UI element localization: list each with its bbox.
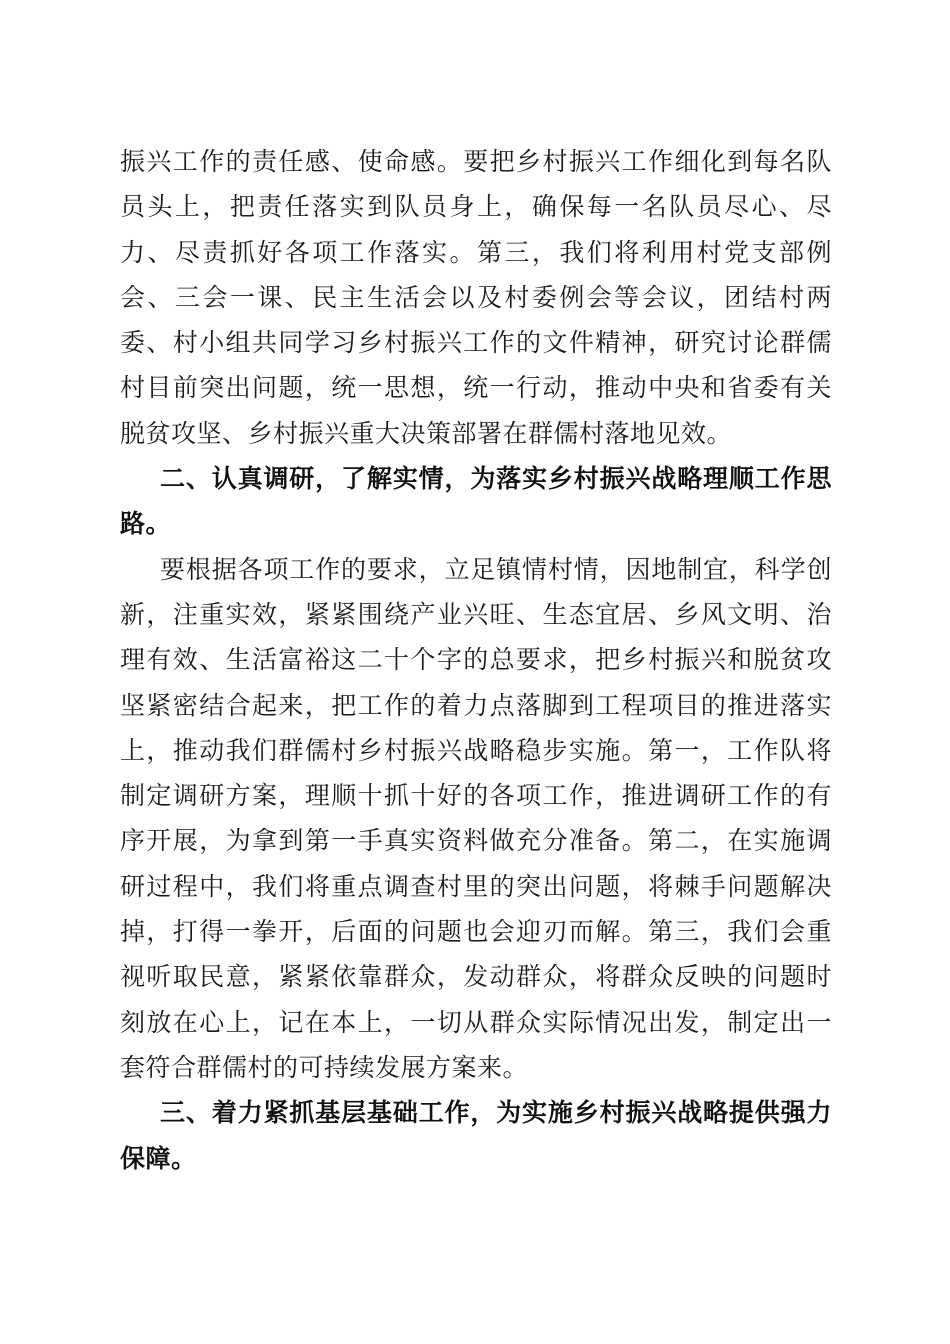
section-heading-3: 三、着力紧抓基层基础工作，为实施乡村振兴战略提供强力保障。 xyxy=(120,1098,832,1173)
body-paragraph-2: 要根据各项工作的要求，立足镇情村情，因地制宜，科学创新，注重实效，紧紧围绕产业兴旺、生态宜居、乡风文明、治理有效、生活富裕这二十个字的总要求，把乡村振兴和脱贫攻坚紧密结合起来，把工作的着力点落脚到工程项目的推进落实上，推动我们群儒村乡村振兴战略稳步实施。第一，工作队将制定调研方案，理顺十抓十好的各项工作，推进调研工作的有序开展，为拿到第一手真实资料做充分准备。第二，在实施调研过程中，我们将重点调查村里的突出问题，将棘手问题解决掉，打得一拳开，后面的问题也会迎刃而解。第三，我们会重视听取民意，紧紧依靠群众，发动群众，将群众反映的问题时刻放在心上，记在本上，一切从群众实际情况出发，制定出一套符合群儒村的可持续发展方案来。 xyxy=(120,554,832,1082)
document-body xyxy=(120,139,832,1181)
body-paragraph-1: 振兴工作的责任感、使命感。要把乡村振兴工作细化到每名队员头上，把责任落实到队员身上，确保每一名队员尽心、尽力、尽责抓好各项工作落实。第三，我们将利用村党支部例会、三会一课、民主生活会以及村委例会等会议，团结村两委、村小组共同学习乡村振兴工作的文件精神，研究讨论群儒村目前突出问题，统一思想，统一行动，推动中央和省委有关脱贫攻坚、乡村振兴重大决策部署在群儒村落地见效。 xyxy=(120,147,832,448)
section-heading-2: 二、认真调研，了解实情，为落实乡村振兴战略理顺工作思路。 xyxy=(120,464,832,539)
